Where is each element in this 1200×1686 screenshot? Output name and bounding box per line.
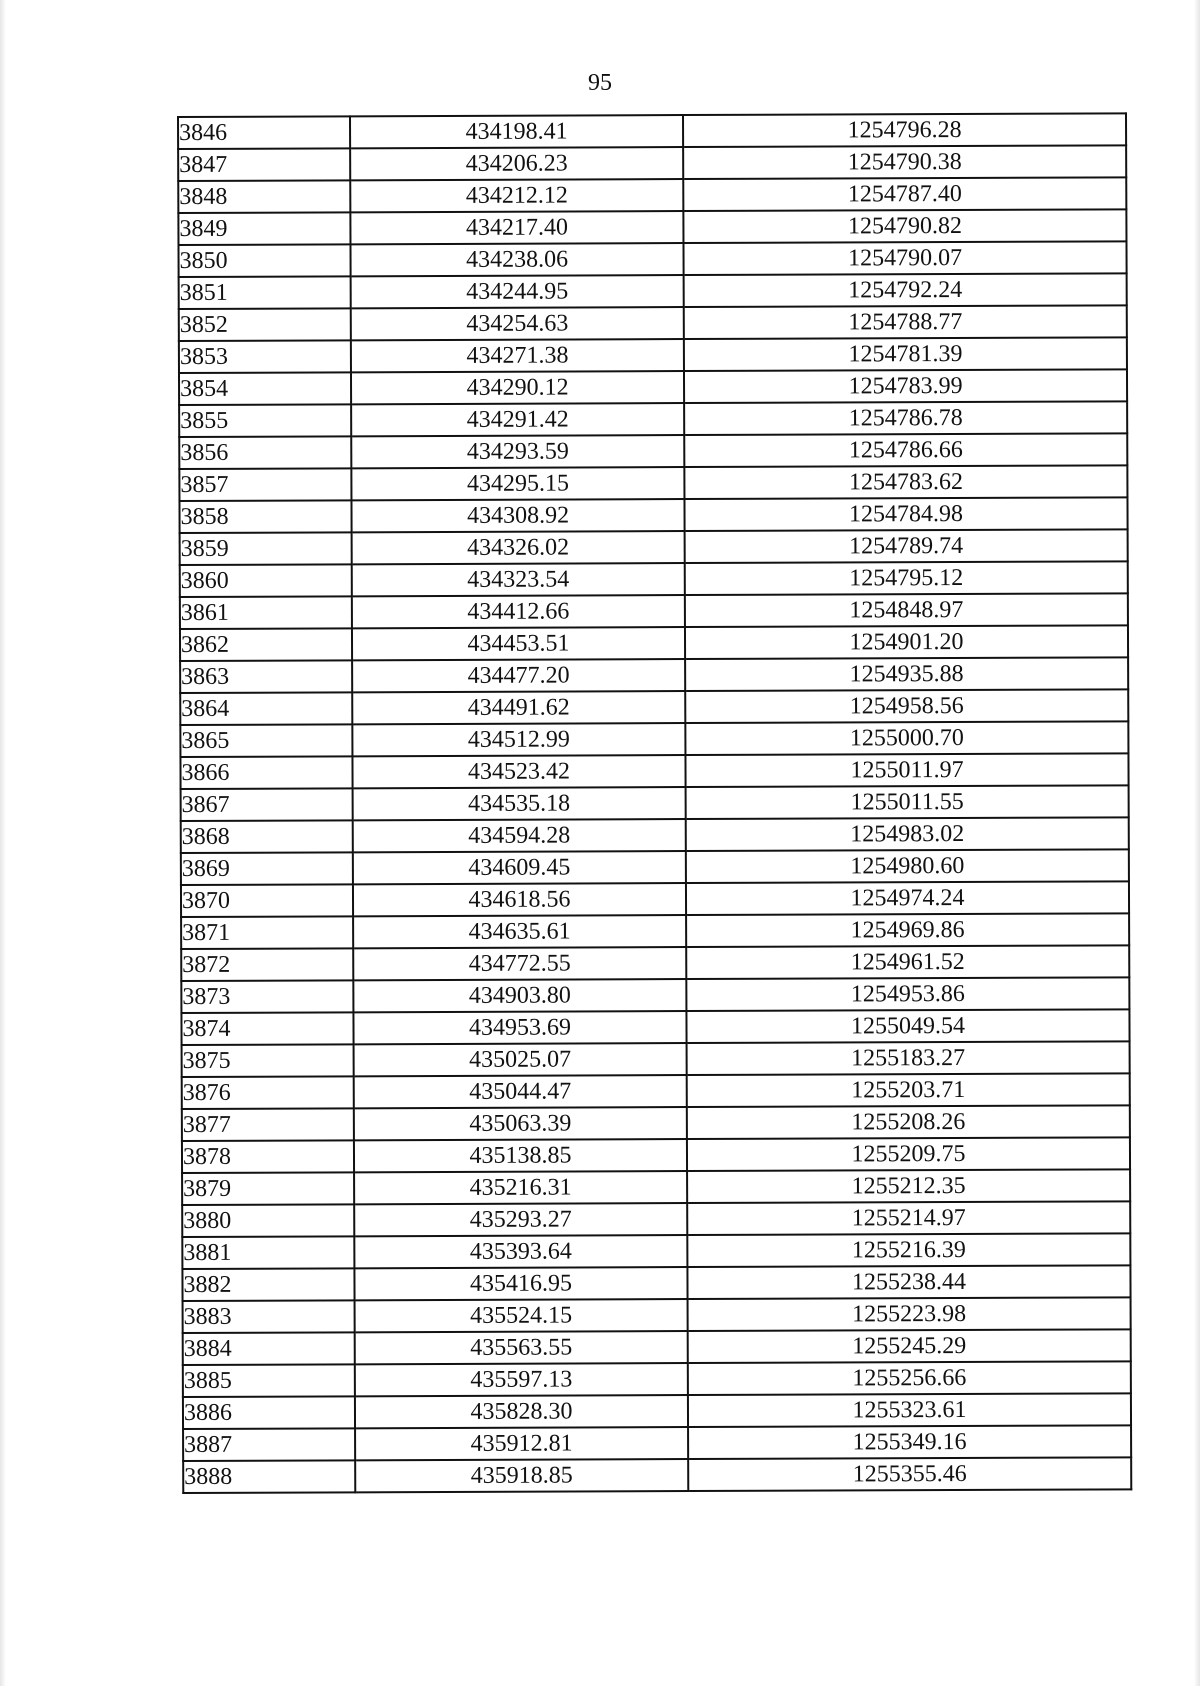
table-row: [179, 337, 1127, 373]
table-row: [179, 465, 1127, 501]
table-row: [181, 785, 1129, 821]
y-coordinate-cell: 1254784.98: [684, 497, 1127, 531]
x-coordinate-cell: 434217.40: [350, 211, 683, 244]
y-coordinate-cell: 1255000.70: [685, 721, 1128, 755]
table-row: [180, 625, 1128, 661]
y-coordinate-cell: 1255208.26: [687, 1105, 1130, 1139]
x-coordinate-cell: 434618.56: [353, 883, 686, 916]
point-id-cell: 3870: [181, 884, 353, 917]
x-coordinate-cell: 434293.59: [351, 435, 684, 468]
x-coordinate-cell: 434491.62: [352, 691, 685, 724]
point-id-cell: 3867: [181, 788, 353, 821]
x-coordinate-cell: 435597.13: [355, 1363, 688, 1396]
x-coordinate-cell: 434535.18: [353, 787, 686, 820]
x-coordinate-cell: 435216.31: [354, 1171, 687, 1204]
y-coordinate-cell: 1254958.56: [685, 689, 1128, 723]
point-id-cell: 3874: [181, 1012, 353, 1045]
table-row: [182, 1201, 1130, 1237]
x-coordinate-cell: 435416.95: [354, 1267, 687, 1300]
table-row: [182, 1233, 1130, 1269]
point-id-cell: 3852: [179, 308, 351, 341]
y-coordinate-cell: 1255212.35: [687, 1169, 1130, 1203]
point-id-cell: 3866: [180, 756, 352, 789]
y-coordinate-cell: 1255203.71: [687, 1073, 1130, 1107]
table-row: [178, 209, 1126, 245]
point-id-cell: 3883: [183, 1300, 355, 1333]
y-coordinate-cell: 1255216.39: [687, 1233, 1130, 1267]
point-id-cell: 3864: [180, 692, 352, 725]
point-id-cell: 3862: [180, 628, 352, 661]
y-coordinate-cell: 1254781.39: [684, 337, 1127, 371]
point-id-cell: 3847: [178, 148, 350, 181]
x-coordinate-cell: 434772.55: [353, 947, 686, 980]
point-id-cell: 3882: [182, 1268, 354, 1301]
x-coordinate-cell: 434953.69: [353, 1011, 686, 1044]
point-id-cell: 3863: [180, 660, 352, 693]
table-row: [180, 721, 1128, 757]
y-coordinate-cell: 1255214.97: [687, 1201, 1130, 1235]
x-coordinate-cell: 435918.85: [355, 1459, 688, 1492]
point-id-cell: 3865: [180, 724, 352, 757]
x-coordinate-cell: 434291.42: [351, 403, 684, 436]
x-coordinate-cell: 435563.55: [355, 1331, 688, 1364]
table-row: [182, 1041, 1130, 1077]
point-id-cell: 3858: [179, 500, 351, 533]
table-row: [180, 689, 1128, 725]
point-id-cell: 3875: [182, 1044, 354, 1077]
point-id-cell: 3877: [182, 1108, 354, 1141]
point-id-cell: 3848: [178, 180, 350, 213]
point-id-cell: 3885: [183, 1364, 355, 1397]
y-coordinate-cell: 1254935.88: [685, 657, 1128, 691]
x-coordinate-cell: 434244.95: [351, 275, 684, 308]
y-coordinate-cell: 1254796.28: [683, 113, 1126, 147]
y-coordinate-cell: 1255049.54: [686, 1009, 1129, 1043]
y-coordinate-cell: 1254790.82: [683, 209, 1126, 243]
coordinate-table-body: [178, 113, 1131, 1493]
point-id-cell: 3855: [179, 404, 351, 437]
coordinate-table: [177, 112, 1132, 1494]
x-coordinate-cell: 434477.20: [352, 659, 685, 692]
x-coordinate-cell: 434212.12: [350, 179, 683, 212]
point-id-cell: 3880: [182, 1204, 354, 1237]
table-row: [178, 113, 1126, 149]
table-row: [179, 497, 1127, 533]
table-row: [180, 529, 1128, 565]
scan-edge-right: [1194, 0, 1200, 1686]
point-id-cell: 3851: [179, 276, 351, 309]
point-id-cell: 3856: [179, 436, 351, 469]
table-row: [182, 1265, 1130, 1301]
table-row: [182, 1169, 1130, 1205]
x-coordinate-cell: 434594.28: [353, 819, 686, 852]
page-number: 95: [588, 70, 612, 96]
y-coordinate-cell: 1255209.75: [687, 1137, 1130, 1171]
point-id-cell: 3886: [183, 1396, 355, 1429]
y-coordinate-cell: 1254980.60: [686, 849, 1129, 883]
y-coordinate-cell: 1255245.29: [688, 1329, 1131, 1363]
table-row: [183, 1361, 1131, 1397]
x-coordinate-cell: 435063.39: [354, 1107, 687, 1140]
x-coordinate-cell: 435293.27: [354, 1203, 687, 1236]
point-id-cell: 3846: [178, 116, 350, 149]
x-coordinate-cell: 434271.38: [351, 339, 684, 372]
table-row: [183, 1329, 1131, 1365]
y-coordinate-cell: 1255011.97: [685, 753, 1128, 787]
y-coordinate-cell: 1254792.24: [684, 273, 1127, 307]
table-row: [183, 1457, 1131, 1493]
point-id-cell: 3859: [180, 532, 352, 565]
point-id-cell: 3873: [181, 980, 353, 1013]
x-coordinate-cell: 434609.45: [353, 851, 686, 884]
table-row: [180, 593, 1128, 629]
table-row: [180, 753, 1128, 789]
point-id-cell: 3854: [179, 372, 351, 405]
table-row: [182, 1073, 1130, 1109]
y-coordinate-cell: 1254786.66: [684, 433, 1127, 467]
y-coordinate-cell: 1254901.20: [685, 625, 1128, 659]
point-id-cell: 3860: [180, 564, 352, 597]
table-row: [182, 1105, 1130, 1141]
point-id-cell: 3857: [179, 468, 351, 501]
y-coordinate-cell: 1254953.86: [686, 977, 1129, 1011]
table-row: [183, 1393, 1131, 1429]
y-coordinate-cell: 1254787.40: [683, 177, 1126, 211]
point-id-cell: 3868: [181, 820, 353, 853]
table-row: [182, 1137, 1130, 1173]
x-coordinate-cell: 435044.47: [354, 1075, 687, 1108]
y-coordinate-cell: 1255183.27: [687, 1041, 1130, 1075]
x-coordinate-cell: 435828.30: [355, 1395, 688, 1428]
x-coordinate-cell: 434453.51: [352, 627, 685, 660]
point-id-cell: 3850: [178, 244, 350, 277]
x-coordinate-cell: 434198.41: [350, 115, 683, 148]
x-coordinate-cell: 434523.42: [352, 755, 685, 788]
table-row: [179, 369, 1127, 405]
table-row: [183, 1425, 1131, 1461]
x-coordinate-cell: 434326.02: [352, 531, 685, 564]
point-id-cell: 3878: [182, 1140, 354, 1173]
x-coordinate-cell: 434308.92: [351, 499, 684, 532]
y-coordinate-cell: 1254974.24: [686, 881, 1129, 915]
y-coordinate-cell: 1255355.46: [688, 1457, 1131, 1491]
table-row: [181, 881, 1129, 917]
y-coordinate-cell: 1254848.97: [685, 593, 1128, 627]
x-coordinate-cell: 434635.61: [353, 915, 686, 948]
point-id-cell: 3884: [183, 1332, 355, 1365]
x-coordinate-cell: 434290.12: [351, 371, 684, 404]
y-coordinate-cell: 1254983.02: [686, 817, 1129, 851]
point-id-cell: 3879: [182, 1172, 354, 1205]
y-coordinate-cell: 1255223.98: [688, 1297, 1131, 1331]
table-row: [180, 561, 1128, 597]
y-coordinate-cell: 1254786.78: [684, 401, 1127, 435]
x-coordinate-cell: 434295.15: [351, 467, 684, 500]
point-id-cell: 3872: [181, 948, 353, 981]
y-coordinate-cell: 1254795.12: [685, 561, 1128, 595]
x-coordinate-cell: 435025.07: [354, 1043, 687, 1076]
y-coordinate-cell: 1254783.99: [684, 369, 1127, 403]
y-coordinate-cell: 1254790.07: [683, 241, 1126, 275]
y-coordinate-cell: 1254788.77: [684, 305, 1127, 339]
table-row: [180, 657, 1128, 693]
x-coordinate-cell: 434323.54: [352, 563, 685, 596]
point-id-cell: 3876: [182, 1076, 354, 1109]
x-coordinate-cell: 434903.80: [353, 979, 686, 1012]
point-id-cell: 3853: [179, 340, 351, 373]
table-row: [179, 401, 1127, 437]
table-row: [178, 177, 1126, 213]
x-coordinate-cell: 435393.64: [354, 1235, 687, 1268]
point-id-cell: 3887: [183, 1428, 355, 1461]
table-row: [181, 817, 1129, 853]
table-row: [179, 433, 1127, 469]
x-coordinate-cell: 434254.63: [351, 307, 684, 340]
point-id-cell: 3849: [178, 212, 350, 245]
y-coordinate-cell: 1254790.38: [683, 145, 1126, 179]
y-coordinate-cell: 1255349.16: [688, 1425, 1131, 1459]
table-row: [181, 913, 1129, 949]
x-coordinate-cell: 435138.85: [354, 1139, 687, 1172]
scan-edge-left: [0, 0, 6, 1686]
table-row: [178, 145, 1126, 181]
x-coordinate-cell: 434238.06: [350, 243, 683, 276]
table-row: [181, 977, 1129, 1013]
table-row: [178, 241, 1126, 277]
table-row: [179, 305, 1127, 341]
point-id-cell: 3861: [180, 596, 352, 629]
x-coordinate-cell: 435524.15: [355, 1299, 688, 1332]
x-coordinate-cell: 434206.23: [350, 147, 683, 180]
table-row: [181, 849, 1129, 885]
y-coordinate-cell: 1254969.86: [686, 913, 1129, 947]
y-coordinate-cell: 1254783.62: [684, 465, 1127, 499]
point-id-cell: 3881: [182, 1236, 354, 1269]
x-coordinate-cell: 434512.99: [352, 723, 685, 756]
point-id-cell: 3888: [183, 1460, 355, 1493]
x-coordinate-cell: 435912.81: [355, 1427, 688, 1460]
y-coordinate-cell: 1254961.52: [686, 945, 1129, 979]
y-coordinate-cell: 1255011.55: [686, 785, 1129, 819]
y-coordinate-cell: 1255256.66: [688, 1361, 1131, 1395]
y-coordinate-cell: 1254789.74: [685, 529, 1128, 563]
table-row: [181, 1009, 1129, 1045]
table-row: [179, 273, 1127, 309]
point-id-cell: 3869: [181, 852, 353, 885]
table-row: [181, 945, 1129, 981]
y-coordinate-cell: 1255323.61: [688, 1393, 1131, 1427]
table-row: [183, 1297, 1131, 1333]
x-coordinate-cell: 434412.66: [352, 595, 685, 628]
point-id-cell: 3871: [181, 916, 353, 949]
y-coordinate-cell: 1255238.44: [687, 1265, 1130, 1299]
